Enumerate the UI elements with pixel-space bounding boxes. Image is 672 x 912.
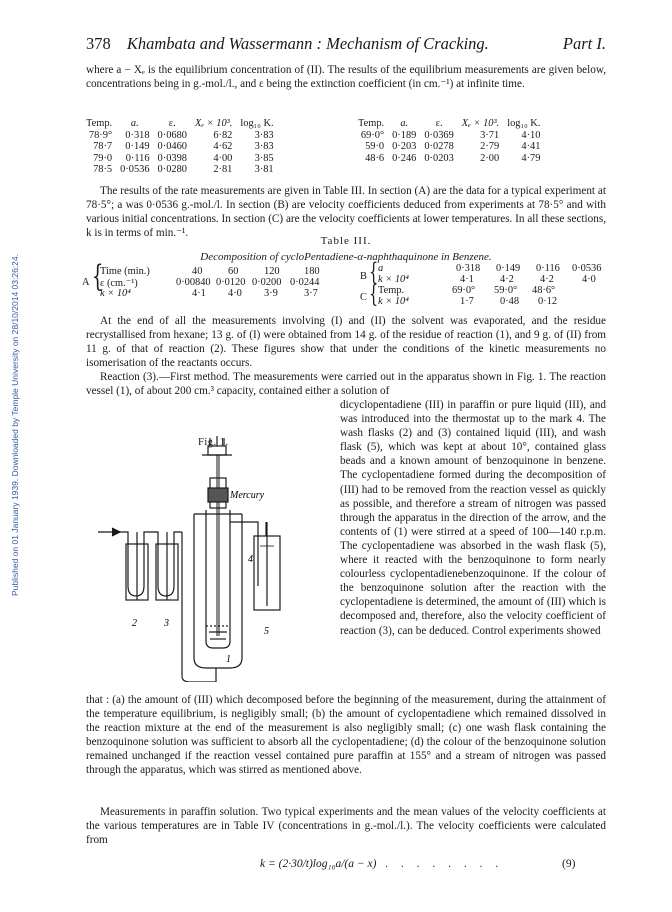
- cell-time: 40: [192, 266, 203, 277]
- table-header-row: [354, 118, 544, 130]
- equation-text: k = (2·30/t)log₁₀a/(a − x): [260, 858, 377, 870]
- apparatus-figure: [98, 436, 320, 682]
- cell: 0·116: [125, 152, 150, 164]
- download-watermark: Published on 01 January 1939. Downloaded by Temple University on 28/10/2014 03:26:24.: [10, 254, 20, 596]
- cell: 79·0: [93, 152, 113, 164]
- cell: 2·00: [480, 152, 500, 164]
- col-xe: Xₑ × 10³.: [194, 118, 233, 129]
- cell-k: 4·1: [192, 288, 206, 299]
- cell: 0·0203: [424, 152, 454, 164]
- paragraph-equilibrium-intro: where a − Xₑ is the equilibrium concentration of (II). The results of the equilibrium measurements are given below, concentrations being in g.-mol./l., and ε being the extinction coefficient (in cm.⁻¹) at infinite time.: [86, 64, 606, 91]
- cell: 0·0369: [424, 129, 454, 141]
- row-label-time: Time (min.): [100, 266, 150, 277]
- cell-k: 0·12: [538, 296, 558, 307]
- label-1: 1: [226, 654, 231, 665]
- table-row: [82, 164, 278, 176]
- equation-number: (9): [562, 858, 576, 870]
- cell-k: 4·2: [540, 274, 554, 285]
- cell: 6·82: [213, 129, 233, 141]
- brace-a: {: [91, 259, 104, 294]
- col-eps: ε.: [168, 118, 176, 129]
- cell-time: 120: [264, 266, 280, 277]
- page-number: 378: [86, 34, 111, 53]
- row-label-k: k × 10⁴: [378, 274, 409, 285]
- cell: 0·0460: [157, 141, 187, 152]
- row-label-eps: ε (cm.⁻¹): [100, 278, 138, 289]
- col-temp: Temp.: [86, 118, 113, 129]
- col-xe: Xₑ × 10³.: [461, 118, 500, 129]
- cell: 0·318: [125, 129, 150, 141]
- row-label-k: k × 10⁴: [100, 288, 131, 299]
- cell-k: 4·0: [582, 274, 596, 285]
- cell: 2·81: [213, 164, 233, 175]
- col-temp: Temp.: [358, 118, 385, 129]
- label-4: 4: [248, 554, 253, 565]
- part-label: Part I.: [562, 34, 606, 53]
- col-eps: ε.: [435, 118, 443, 129]
- cell: 3·85: [254, 152, 274, 164]
- cell: 48·6: [365, 152, 385, 164]
- table-row: [354, 130, 544, 142]
- label-2: 2: [132, 618, 137, 629]
- cell-a: 0·116: [536, 263, 560, 274]
- table-iii-section-c-label: C: [360, 292, 367, 303]
- cell: 4·62: [213, 141, 233, 152]
- paragraph-apparatus-description: dicyclopentadiene (III) in paraffin or pure liquid (III), and was introduced into the thermostat up to the mark 4. The wash flasks (2) and (3) contained liquid (III), and wash flask (5), which was kept at about 10°, contained glass beads and a known amount of benzoquinone in benzene. The cyclopentadiene formed during the decomposition of (III) had to be removed from the reaction vessel as quickly as possible, and therefore a stream of nitrogen was passed through the apparatus in the direction of the arrow, and the contents of (1) were stirred at a speed of 100—140 r.p.m. The cyclopentadiene was absorbed in the wash flask (5), where it reacted with the benzoquinone to form nearly colourless cyclopentadienebenzoquinone. If the colour of the benzoquinone solution after the reaction with the cyclopentadiene is determined, the amount of (III) which is decomposed and, therefore, also the velocity coefficient of reaction (3), can be deduced. Control experiments showed: [340, 399, 606, 637]
- equation-leader-dots: . . . . . . . .: [385, 858, 504, 870]
- cell: 4·79: [521, 152, 541, 164]
- cell-k: 3·7: [304, 288, 318, 299]
- stirrer-motor: [208, 446, 226, 455]
- cell-k: 4·1: [460, 274, 474, 285]
- paragraph-reaction-3-first-method: Reaction (3).—First method. The measurements were carried out in the apparatus shown in Fig. 1. The reaction vessel (1), of about 200 cm.³ capacity, contained either a solution of: [86, 371, 606, 398]
- cell: 0·246: [392, 152, 417, 164]
- cell: 3·83: [254, 141, 274, 152]
- row-label-k: k × 10⁴: [378, 296, 409, 307]
- cell-a: 0·149: [496, 263, 521, 274]
- cell-k: 3·9: [264, 288, 278, 299]
- table-row: [354, 153, 544, 165]
- cell-eps: 0·0244: [290, 277, 320, 288]
- cell-eps: 0·0200: [252, 277, 282, 288]
- equilibrium-table-right: [354, 118, 544, 164]
- paragraph-control-experiments: that : (a) the amount of (III) which decomposed before the beginning of the measurement, during the attainment of the temperature equilibrium, is negligibly small; (b) the amount of cyclopentadiene which remained dissolved in the reaction mixture at the end of the measurement is also negligibly small; (c) one wash flask containing the benzoquinone solution was sufficient to absorb all the cyclopentadiene; (d) the colour of the benzoquinone solution remained unchanged if the reaction vessel contained pure paraffin at 155° and a stream of nitrogen was passed through the apparatus, which was stirred as mentioned above.: [86, 694, 606, 777]
- thermostat-jacket: [194, 514, 242, 668]
- cell-k: 1·7: [460, 296, 474, 307]
- cell: 3·81: [254, 164, 274, 175]
- table-row: [82, 130, 278, 142]
- equilibrium-table-left: [82, 118, 278, 176]
- cell: 0·0536: [120, 164, 150, 175]
- cell-a: 0·0536: [572, 263, 602, 274]
- cell: 4·00: [213, 152, 233, 164]
- cell-k: 4·2: [500, 274, 514, 285]
- cell-k: 0·48: [500, 296, 520, 307]
- table-iii-subtitle: Decomposition of cycloPentadiene-α-naphthaquinone in Benzene.: [200, 251, 492, 263]
- table-row: [354, 141, 544, 153]
- cell: 69·0°: [360, 129, 385, 141]
- cell: 0·0398: [157, 152, 187, 164]
- cell-k: 4·0: [228, 288, 242, 299]
- table-iii-caption: Table III.: [320, 235, 372, 247]
- cell-temp: 48·6°: [532, 285, 556, 296]
- table-iii-section-b-label: B: [360, 271, 367, 282]
- paragraph-paraffin-solution: Measurements in paraffin solution. Two typical experiments and the mean values of the velocity coefficients at the various temperatures are in Table IV (concentrations in g.-mol./l.). The velocity coefficients were calculated from: [86, 806, 606, 847]
- cell-a: 0·318: [456, 263, 481, 274]
- cell: 4·41: [521, 141, 541, 152]
- cell-time: 180: [304, 266, 320, 277]
- col-a: a.: [400, 118, 409, 129]
- table-row: [82, 153, 278, 165]
- equation-9: [260, 858, 503, 870]
- paragraph-isomerisation: At the end of all the measurements involving (I) and (II) the solvent was evaporated, and the residue recrystallised from hexane; 13 g. of (I) were obtained from 14 g. of the residue of reaction (1), and 9 g. of (II) from 11 g. of that of reaction (2). These figures show that under the conditions of the kinetic measurements no isomerisation of the reactants occurs.: [86, 315, 606, 370]
- paragraph-rate-results: The results of the rate measurements are given in Table III. In section (A) are the data for a typical experiment at 78·5°; a was 0·0536 g.-mol./l. In section (B) are velocity coefficients deduced from experiments at 78·5° and with various initial concentrations. In section (C) are the velocity coefficients at lower temperatures. In all these sections, k is in terms of min.⁻¹.: [86, 185, 606, 240]
- col-a: a.: [130, 118, 139, 129]
- brace-c: {: [369, 280, 379, 308]
- table-row: [82, 141, 278, 153]
- cell: 0·0680: [157, 129, 187, 141]
- cell: 2·79: [480, 141, 500, 152]
- row-label-temp: Temp.: [378, 285, 405, 296]
- cell: 0·0280: [157, 164, 187, 175]
- label-3: 3: [164, 618, 169, 629]
- cell-temp: 59·0°: [494, 285, 518, 296]
- cell-temp: 69·0°: [452, 285, 476, 296]
- cell: 78·5: [93, 164, 113, 175]
- figure-caption: Fig. 1.: [198, 437, 229, 448]
- col-logk: log₁₀ K.: [240, 118, 274, 129]
- running-title: Khambata and Wassermann : Mechanism of Cracking.: [126, 34, 489, 53]
- cell: 78·9°: [88, 129, 113, 141]
- reaction-vessel: [206, 510, 230, 648]
- cell: 0·0278: [424, 141, 454, 152]
- cell: 4·10: [521, 129, 541, 141]
- cell: 0·149: [125, 141, 150, 152]
- table-header-row: [82, 118, 278, 130]
- col-logk: log₁₀ K.: [507, 118, 541, 129]
- cell: 3·71: [480, 129, 500, 141]
- cell: 0·203: [392, 141, 417, 152]
- running-header: [86, 34, 606, 54]
- cell: 3·83: [254, 129, 274, 141]
- cell-time: 60: [228, 266, 239, 277]
- label-5: 5: [264, 626, 269, 637]
- cell-eps: 0·0120: [216, 277, 246, 288]
- row-label-a: a: [378, 263, 384, 274]
- brace-b: {: [369, 258, 379, 286]
- mercury-label: Mercury: [230, 490, 265, 501]
- table-iii-section-a-label: A: [82, 277, 90, 288]
- cell: 59·0: [365, 141, 385, 152]
- cell: 0·189: [392, 129, 417, 141]
- cell: 78·7: [93, 141, 113, 152]
- cell-eps: 0·00840: [176, 277, 211, 288]
